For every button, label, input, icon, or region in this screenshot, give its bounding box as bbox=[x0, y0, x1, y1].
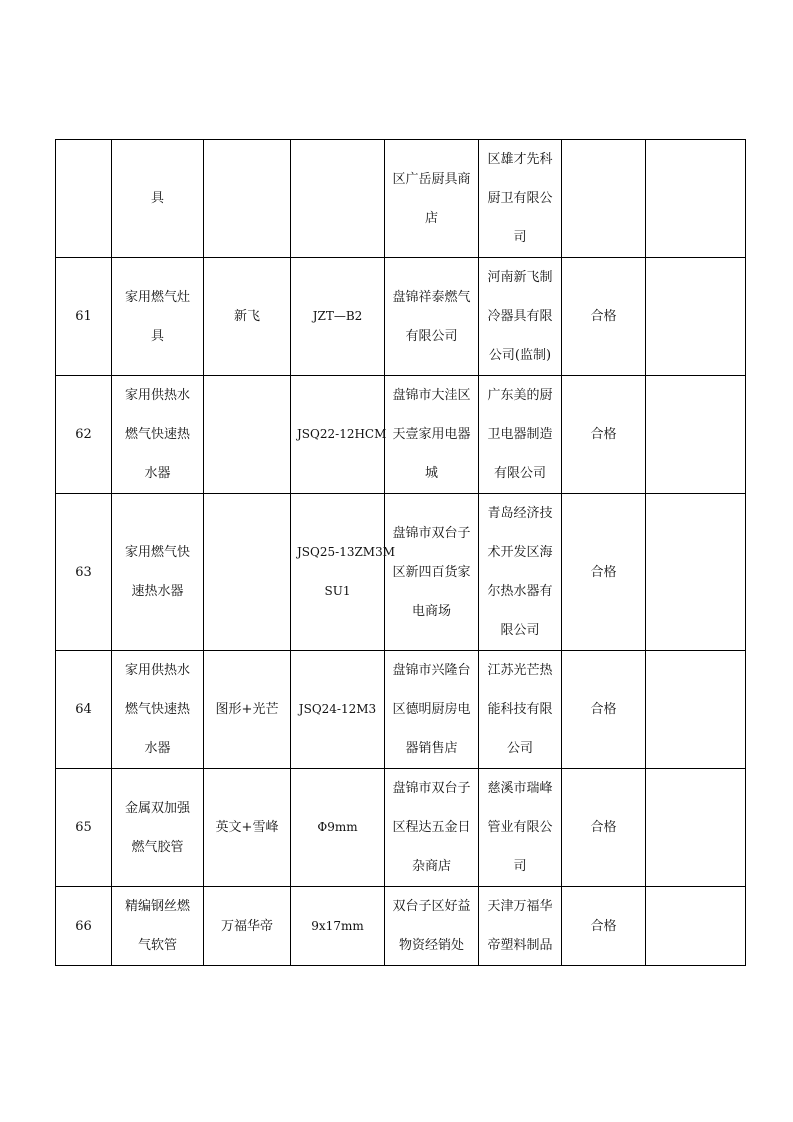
cell-brand bbox=[204, 494, 291, 651]
cell-text-line: 广东美的厨 bbox=[487, 388, 553, 403]
cell-product-name bbox=[112, 887, 204, 966]
cell-model-spec bbox=[291, 494, 396, 651]
table-row bbox=[56, 376, 746, 494]
cell-remark bbox=[646, 651, 746, 769]
cell-model-spec bbox=[291, 376, 385, 494]
cell-text-line: 公司 bbox=[506, 741, 533, 756]
inspection-results-table bbox=[55, 139, 746, 966]
cell-text-line: 公司(监制) bbox=[488, 348, 552, 363]
cell-remark bbox=[646, 376, 746, 494]
cell-text-line: 尔热水器有 bbox=[487, 584, 553, 599]
cell-serial-number: 66 bbox=[56, 887, 112, 966]
cell-text-line: 区广岳厨具商 bbox=[392, 171, 471, 187]
cell-text-line: 天津万福华 bbox=[487, 899, 553, 914]
cell-text-line: 燃气胶管 bbox=[131, 839, 184, 855]
table-row bbox=[56, 651, 746, 769]
cell-text-line: 厨卫有限公 bbox=[487, 191, 553, 206]
cell-text-line: 燃气快速热 bbox=[124, 702, 190, 717]
cell-manufacturer bbox=[479, 494, 562, 651]
cell-product-name bbox=[112, 769, 204, 887]
cell-text-line: 家用燃气快 bbox=[124, 545, 190, 560]
cell-result: 合格 bbox=[562, 887, 646, 966]
table-row bbox=[56, 887, 746, 966]
cell-text-line: 盘锦祥泰燃气 bbox=[392, 289, 471, 305]
cell-text-line: 盘锦市大洼区 bbox=[392, 388, 471, 403]
cell-result: 合格 bbox=[562, 376, 646, 494]
cell-brand bbox=[204, 140, 291, 258]
cell-text-line: 家用供热水 bbox=[124, 663, 190, 678]
cell-model-spec bbox=[291, 651, 385, 769]
cell-text-line: 杂商店 bbox=[411, 859, 451, 874]
table-row bbox=[56, 258, 746, 376]
cell-manufacturer bbox=[479, 376, 562, 494]
cell-text-line: 水器 bbox=[144, 466, 171, 481]
cell-brand: 图形+光芒 bbox=[204, 651, 291, 769]
cell-text-line: JZT—B2 bbox=[312, 309, 363, 323]
cell-text-line: 有限公司 bbox=[405, 328, 458, 344]
cell-text-line: 具 bbox=[150, 191, 164, 206]
cell-brand: 新飞 bbox=[204, 258, 291, 376]
cell-text-line: 店 bbox=[424, 210, 438, 226]
cell-model-spec bbox=[291, 769, 385, 887]
cell-result: 合格 bbox=[562, 258, 646, 376]
cell-text-line: 水器 bbox=[144, 741, 171, 756]
cell-text-line: 家用燃气灶 bbox=[124, 289, 190, 305]
cell-brand bbox=[204, 376, 291, 494]
cell-serial-number bbox=[56, 140, 112, 258]
cell-text-line: 盘锦市双台子 bbox=[392, 781, 471, 796]
cell-remark bbox=[646, 494, 746, 651]
cell-brand: 英文+雪峰 bbox=[204, 769, 291, 887]
cell-text-line: 速热水器 bbox=[131, 584, 184, 599]
cell-text-line: 区新四百货家 bbox=[392, 564, 471, 580]
cell-text-line: 盘锦市兴隆台 bbox=[392, 663, 471, 678]
cell-serial-number: 63 bbox=[56, 494, 112, 651]
cell-model-spec bbox=[291, 258, 385, 376]
cell-result: 合格 bbox=[562, 651, 646, 769]
cell-text-line: 司 bbox=[513, 230, 527, 245]
cell-manufacturer bbox=[479, 140, 562, 258]
cell-text-line: 盘锦市双台子 bbox=[392, 525, 471, 541]
cell-model-spec bbox=[291, 887, 385, 966]
cell-text-line: 慈溪市瑞峰 bbox=[487, 781, 553, 796]
cell-text-line: 管业有限公 bbox=[487, 820, 553, 835]
table-row bbox=[56, 140, 746, 258]
cell-seller bbox=[385, 887, 479, 966]
cell-result: 合格 bbox=[562, 769, 646, 887]
cell-brand: 万福华帝 bbox=[204, 887, 291, 966]
cell-text-line: 9x17mm bbox=[311, 918, 364, 933]
cell-text-line: 帝塑料制品 bbox=[487, 938, 553, 953]
cell-text-line: 司 bbox=[513, 859, 527, 874]
cell-manufacturer bbox=[479, 769, 562, 887]
cell-seller bbox=[385, 769, 479, 887]
cell-text-line: Φ9mm bbox=[317, 820, 358, 834]
cell-seller bbox=[385, 494, 479, 651]
cell-text-line: JSQ24-12M3 bbox=[298, 702, 377, 716]
cell-model-spec bbox=[291, 140, 385, 258]
cell-seller bbox=[385, 376, 479, 494]
cell-manufacturer bbox=[479, 258, 562, 376]
cell-product-name bbox=[112, 651, 204, 769]
cell-seller bbox=[385, 651, 479, 769]
cell-result: 合格 bbox=[562, 494, 646, 651]
cell-product-name bbox=[112, 258, 204, 376]
cell-text-line: 双台子区好益 bbox=[392, 899, 471, 914]
cell-text-line: 卫电器制造 bbox=[487, 427, 553, 442]
cell-text-line: 区德明厨房电 bbox=[392, 702, 471, 717]
cell-text-line: 区雄才先科 bbox=[487, 152, 553, 167]
cell-serial-number: 61 bbox=[56, 258, 112, 376]
cell-text-line: 术开发区海 bbox=[487, 545, 553, 560]
cell-text-line: JSQ25-13ZM3M bbox=[297, 545, 396, 559]
cell-text-line: 气软管 bbox=[137, 938, 177, 953]
cell-serial-number: 62 bbox=[56, 376, 112, 494]
cell-text-line: 电商场 bbox=[411, 603, 451, 619]
cell-remark bbox=[646, 769, 746, 887]
cell-manufacturer bbox=[479, 887, 562, 966]
cell-text-line: 天壹家用电器 bbox=[392, 427, 471, 442]
cell-remark bbox=[646, 887, 746, 966]
cell-remark bbox=[646, 258, 746, 376]
cell-product-name bbox=[112, 376, 204, 494]
cell-text-line: 器销售店 bbox=[405, 741, 458, 756]
cell-text-line: 燃气快速热 bbox=[124, 427, 190, 442]
cell-text-line: 有限公司 bbox=[493, 466, 546, 481]
cell-text-line: 城 bbox=[424, 466, 438, 481]
cell-text-line: 河南新飞制 bbox=[487, 270, 553, 285]
cell-text-line: 精编钢丝燃 bbox=[124, 899, 190, 914]
table-row bbox=[56, 494, 746, 651]
cell-seller bbox=[385, 258, 479, 376]
cell-product-name bbox=[112, 494, 204, 651]
cell-text-line: 区程达五金日 bbox=[392, 820, 471, 835]
cell-manufacturer bbox=[479, 651, 562, 769]
cell-seller bbox=[385, 140, 479, 258]
cell-text-line: 限公司 bbox=[500, 623, 540, 638]
cell-text-line: 金属双加强 bbox=[124, 800, 190, 816]
cell-text-line: 冷器具有限 bbox=[487, 309, 553, 324]
cell-text-line: 能科技有限 bbox=[487, 702, 553, 717]
cell-text-line: 家用供热水 bbox=[124, 388, 190, 403]
cell-result bbox=[562, 140, 646, 258]
cell-text-line: 青岛经济技 bbox=[487, 506, 553, 521]
cell-text-line: SU1 bbox=[324, 584, 351, 598]
table-row bbox=[56, 769, 746, 887]
cell-text-line: 物资经销处 bbox=[398, 938, 464, 953]
cell-text-line: 江苏光芒热 bbox=[487, 663, 553, 678]
cell-text-line: 具 bbox=[150, 328, 164, 344]
cell-text-line: JSQ22-12HCM bbox=[297, 427, 387, 441]
cell-product-name bbox=[112, 140, 204, 258]
cell-serial-number: 64 bbox=[56, 651, 112, 769]
cell-remark bbox=[646, 140, 746, 258]
cell-serial-number: 65 bbox=[56, 769, 112, 887]
